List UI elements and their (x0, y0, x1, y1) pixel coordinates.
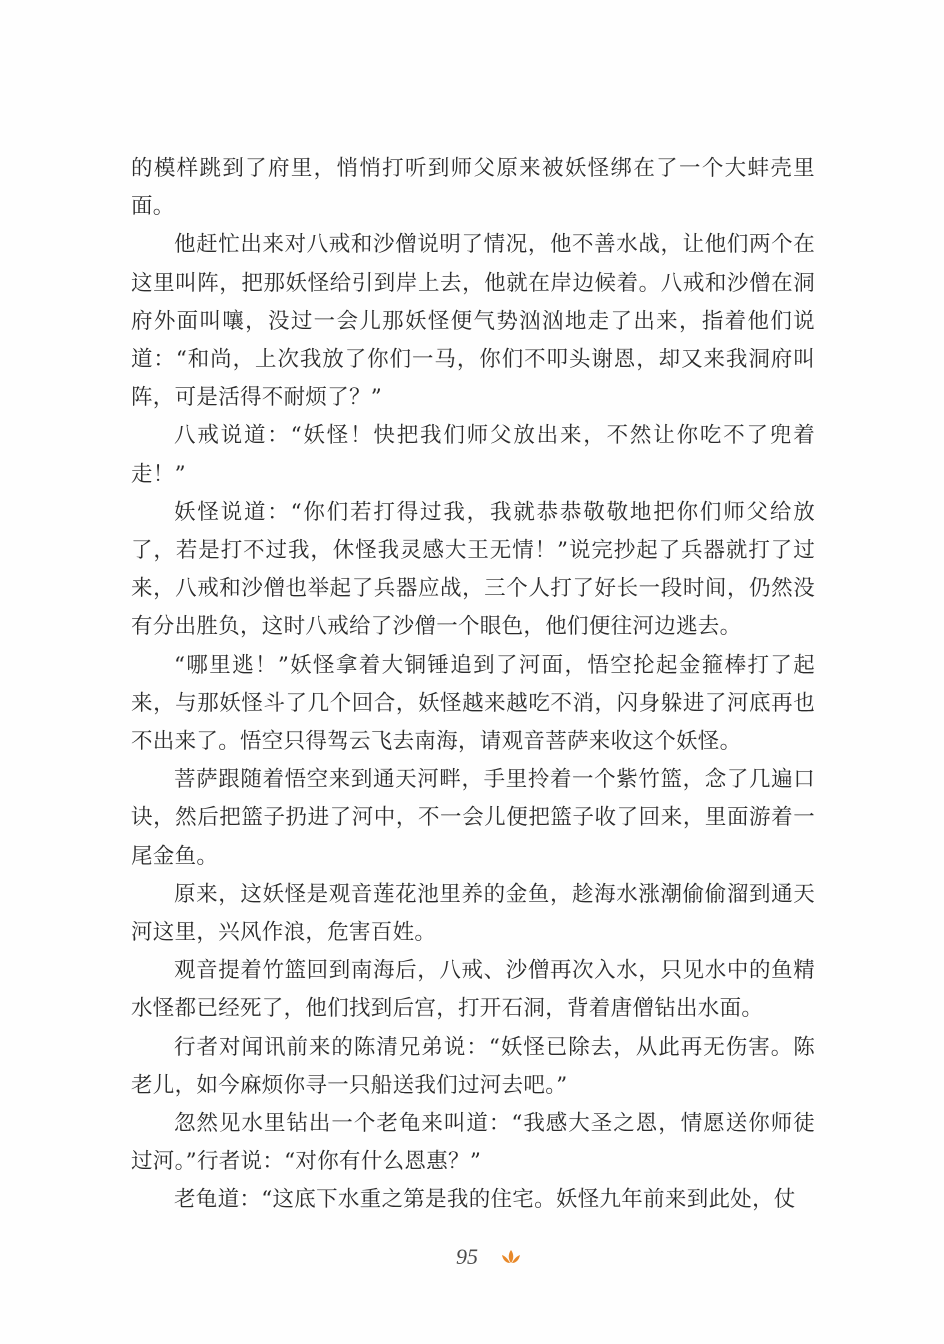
paragraph-4: 妖怪说道：“你们若打得过我，我就恭恭敬敬地把你们师父给放了，若是打不过我，休怪我灵感大王无情！”说完抄起了兵器就打了过来，八戒和沙僧也举起了兵器应战，三个人打了好长一段时间，仍然没有分出胜负，这时八戒给了沙僧一个眼色，他们便往河边逃去。 (131, 499, 815, 640)
paragraph-11: 老龟道：“这底下水重之第是我的住宅。妖怪九年前来到此处，仗 (174, 1187, 796, 1213)
paragraph-6: 菩萨跟随着悟空来到通天河畔，手里拎着一个紫竹篮，念了几遍口诀，然后把篮子扔进了河中，不一会儿便把篮子收了回来，里面游着一尾金鱼。 (131, 767, 815, 869)
paragraph-2: 他赶忙出来对八戒和沙僧说明了情况，他不善水战，让他们两个在这里叫阵，把那妖怪给引到岸上去，他就在岸边候着。八戒和沙僧在洞府外面叫嚷，没过一会儿那妖怪便气势汹汹地走了出来，指着他们说道：“和尚，上次我放了你们一马，你们不叩头谢恩，却又来我洞府叫阵，可是活得不耐烦了？” (131, 232, 815, 411)
paragraph-3: 八戒说道：“妖怪！快把我们师父放出来，不然让你吃不了兜着走！” (131, 423, 815, 487)
page-footer (0, 1240, 944, 1280)
lotus-icon (500, 1248, 522, 1266)
paragraph-8: 观音提着竹篮回到南海后，八戒、沙僧再次入水，只见水中的鱼精水怪都已经死了，他们找到后宫，打开石洞，背着唐僧钻出水面。 (131, 958, 815, 1022)
paragraph-1: 的模样跳到了府里，悄悄打听到师父原来被妖怪绑在了一个大蚌壳里面。 (131, 156, 815, 220)
paragraph-7: 原来，这妖怪是观音莲花池里养的金鱼，趁海水涨潮偷偷溜到通天河这里，兴风作浪，危害百姓。 (131, 881, 815, 946)
paragraph-10: 忽然见水里钻出一个老龟来叫道：“我感大圣之恩，情愿送你师徒过河。”行者说：“对你有什么恩惠？” (131, 1111, 815, 1175)
paragraph-5: “哪里逃！”妖怪拿着大铜锤追到了河面，悟空抡起金箍棒打了起来，与那妖怪斗了几个回合，妖怪越来越吃不消，闪身躲进了河底再也不出来了。悟空只得驾云飞去南海，请观音菩萨来收这个妖怪。 (131, 652, 815, 755)
page-number: 95 (456, 1244, 478, 1269)
paragraph-9: 行者对闻讯前来的陈清兄弟说：“妖怪已除去，从此再无伤害。陈老儿，如今麻烦你寻一只船送我们过河去吧。” (131, 1034, 815, 1098)
body-text (131, 150, 815, 1220)
